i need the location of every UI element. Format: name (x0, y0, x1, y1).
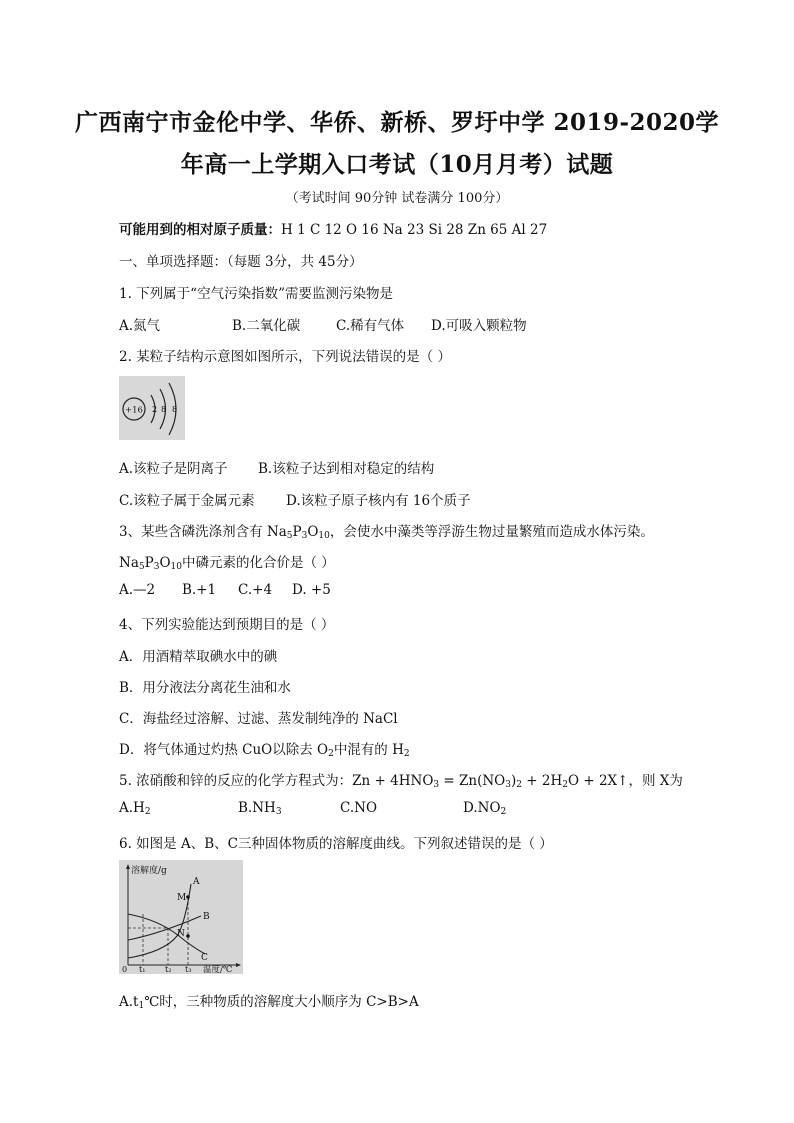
point-n-label: N (177, 929, 185, 939)
solubility-curve-diagram (119, 860, 243, 974)
q3-option-b: B.+1 (182, 582, 217, 598)
section-heading: 一、单项选择题：（每题 3分，共 45分） (119, 254, 363, 270)
curve-c-label: C (201, 953, 208, 963)
shell-3-electrons: 8 (172, 405, 178, 414)
q3-option-d: D. +5 (292, 582, 331, 598)
atomic-mass-label: 可能用到的相对原子质量： (119, 222, 281, 238)
q2-stem: 2. 某粒子结构示意图如图所示，下列说法错误的是（ ） (119, 349, 451, 365)
q6-stem: 6. 如图是 A、B、C三种固体物质的溶解度曲线。下列叙述错误的是（ ） (119, 836, 553, 852)
title-line-2: 年高一上学期入口考试（10月月考）试题 (180, 151, 614, 178)
q2-option-b: B.该粒子达到相对稳定的结构 (258, 461, 435, 477)
q2-option-a: A.该粒子是阴离子 (119, 461, 228, 477)
y-axis-label: 溶解度/g (131, 866, 167, 876)
curve-a-label: A (193, 877, 200, 887)
q5-option-c: C.NO (340, 800, 378, 816)
nucleus-charge: +16 (125, 405, 143, 416)
q2-option-c: C.该粒子属于金属元素 (119, 493, 255, 509)
q4-option-b: B．用分液法分离花生油和水 (119, 680, 291, 696)
q4-option-d-mid: 中混有的 H (333, 742, 404, 758)
title-line-1: 广西南宁市金伦中学、华侨、新桥、罗圩中学 2019-2020学 (74, 109, 720, 136)
q4-option-d-pre: D．将气体通过灼热 CuO以除去 O (119, 742, 329, 758)
q3-stem-line-1: 3、某些含磷洗涤剂含有 Na5P3O10，会使水中藻类等浮游生物过量繁殖而造成水体污染。 (119, 524, 654, 541)
q5-stem-mid1: = Zn(NO (439, 773, 506, 789)
q5-stem: 5. 浓硝酸和锌的反应的化学方程式为：Zn + 4HNO3 = Zn(NO3)2 + 2H2O + 2X↑，则 X为 (119, 773, 683, 790)
q5-stem-pre: 5. 浓硝酸和锌的反应的化学方程式为：Zn + 4HNO (119, 773, 434, 789)
q5-option-d: D.NO2 (463, 800, 507, 817)
t1-label: t₁ (139, 965, 146, 974)
q4-stem: 4、下列实验能达到预期目的是（ ） (119, 617, 335, 633)
q3-stem-line-2-post: 中磷元素的化合价是（ ） (181, 555, 335, 571)
point-m-label: M (177, 893, 187, 903)
q6-option-a: A.t1℃时，三种物质的溶解度大小顺序为 C>B>A (119, 994, 419, 1011)
shell-1-electrons: 2 (152, 405, 158, 414)
origin-label: 0 (122, 965, 128, 974)
atomic-mass-line (119, 218, 547, 238)
q4-option-a: A．用酒精萃取碘水中的碘 (119, 649, 278, 665)
exam-subtitle: （考试时间 90分钟 试卷满分 100分） (285, 191, 509, 206)
q3-stem-line-2: Na5P3O10中磷元素的化合价是（ ） (119, 555, 335, 572)
q4-option-c: C．海盐经过溶解、过滤、蒸发制纯净的 NaCl (119, 711, 398, 727)
curve-b-label: B (203, 912, 210, 922)
q1-option-b: B.二氧化碳 (232, 318, 301, 334)
q5-option-b: B.NH3 (238, 800, 282, 817)
q5-option-a: A.H2 (119, 800, 151, 817)
q3-option-c: C.+4 (238, 582, 273, 598)
q4-option-d: D．将气体通过灼热 CuO以除去 O2中混有的 H2 (119, 742, 410, 759)
t3-label: t₃ (185, 965, 192, 974)
q5-stem-post: O + 2X↑，则 X为 (568, 773, 683, 789)
atom-structure-diagram (119, 376, 185, 440)
q5-stem-mid2: ) (510, 773, 517, 789)
shell-2-electrons: 8 (161, 405, 167, 414)
q1-option-d: D.可吸入颗粒物 (431, 318, 527, 334)
t2-label: t₂ (165, 965, 172, 974)
q3-stem-pre: 3、某些含磷洗涤剂含有 (119, 524, 267, 540)
atomic-mass-values: H 1 C 12 O 16 Na 23 Si 28 Zn 65 Al 27 (281, 222, 548, 238)
q2-option-d: D.该粒子原子核内有 16个质子 (286, 493, 471, 509)
x-axis-label: 温度/℃ (203, 965, 233, 974)
q3-option-a: A.—2 (119, 582, 156, 598)
q1-option-a: A.氮气 (119, 318, 161, 334)
q5-stem-mid3: + 2H (522, 773, 563, 789)
q1-stem: 1. 下列属于“空气污染指数”需要监测污染物是 (119, 286, 393, 302)
q1-option-c: C.稀有气体 (336, 318, 405, 334)
q3-stem-post: ，会使水中藻类等浮游生物过量繁殖而造成水体污染。 (329, 524, 654, 540)
